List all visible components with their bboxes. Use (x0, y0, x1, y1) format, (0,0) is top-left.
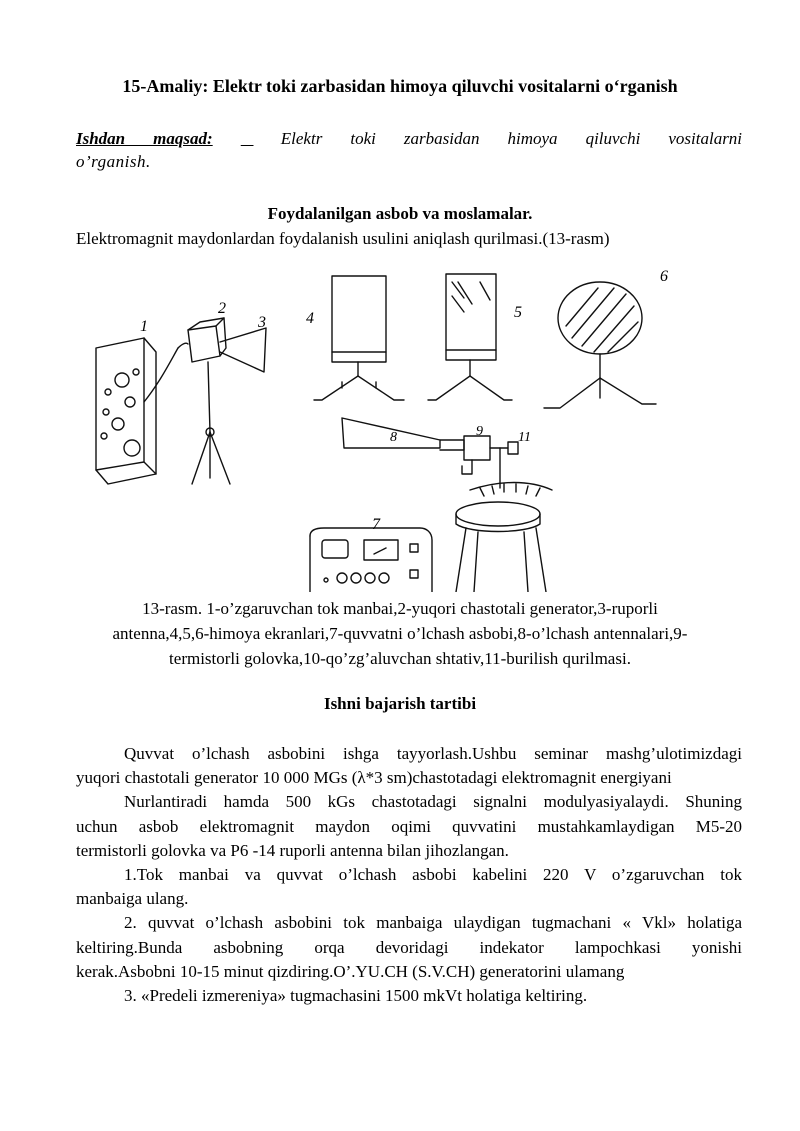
power-meter-drawing (310, 528, 432, 592)
text-line: manbaiga ulang. (76, 889, 189, 909)
shield-screen-5-drawing (428, 274, 512, 400)
figure-label-5: 5 (514, 304, 522, 321)
figure-label-9: 9 (476, 424, 483, 439)
caption-line: 13-rasm. 1-o’zgaruvchan tok manbai,2-yuqori chastotali generator,3-ruporli (142, 599, 658, 618)
goal-underline-space (241, 126, 253, 152)
text-line: kerak.Asbobni 10-15 minut qizdiring.O’.YU.CH (S.V.CH) generatorini ulamang (76, 961, 625, 981)
text-line: uchun asbob elektromagnit maydon oqimi quvvatini mustahkamlaydigan M5-20 (76, 816, 742, 836)
page-title: 15-Amaliy: Elektr toki zarbasidan himoya qiluvchi vositalarni o‘rganish (122, 76, 678, 96)
goal-label: Ishdan maqsad: (76, 129, 213, 148)
figure-label-8: 8 (390, 430, 397, 445)
figure-label-6: 6 (660, 268, 668, 285)
shield-screen-6-drawing (544, 282, 656, 408)
generator-drawing (178, 318, 266, 484)
text-line: 3. «Predeli izmereniya» tugmachasini 1500 mkVt holatiga keltiring. (124, 986, 588, 1006)
caption-line: termistorli golovka,10-qo’zg’aluvchan shtativ,11-burilish qurilmasi. (169, 649, 631, 668)
figure-label-4: 4 (306, 310, 314, 327)
figure-label-2: 2 (218, 300, 226, 317)
power-source-drawing (96, 338, 178, 484)
text-line: termistorli golovka va P6 -14 ruporli antenna bilan jihozlangan. (76, 840, 509, 860)
figure-label-1: 1 (140, 318, 148, 335)
equipment-line: Elektromagnit maydonlardan foydalanish usulini aniqlash qurilmasi.(13-rasm) (76, 229, 610, 248)
procedure-heading: Ishni bajarish tartibi (323, 694, 477, 713)
procedure-paragraph (76, 742, 742, 1008)
caption-line: antenna,4,5,6-himoya ekranlari,7-quvvatni o’lchash asbobi,8-o’lchash antennalari,9- (112, 624, 688, 643)
goal-text: Elektr toki zarbasidan himoya qiluvchi vositalarni (280, 129, 743, 148)
equipment-heading: Foydalanilgan asbob va moslamalar. (267, 204, 533, 223)
figure-caption (80, 596, 720, 671)
figure-label-11: 11 (518, 430, 531, 445)
text-line: Nurlantiradi hamda 500 kGs chastotadagi signalni modulyasiyalaydi. Shuning (124, 792, 742, 812)
text-line: 1.Tok manbai va quvvat o’lchash asbobi kabelini 220 V o’zgaruvchan tok (124, 865, 742, 885)
text-line: Quvvat o’lchash asbobini ishga tayyorlash.Ushbu seminar mashg’ulotimizdagi (124, 744, 742, 763)
text-line: 2. quvvat o’lchash asbobini tok manbaiga ulaydigan tugmachani « Vkl» holatiga (124, 913, 742, 933)
goal-line (76, 126, 742, 152)
goal-text-continued: o’rganish. (76, 152, 151, 171)
equipment-figure (60, 252, 740, 592)
figure-label-7: 7 (372, 516, 380, 533)
figure-label-3: 3 (258, 314, 266, 331)
text-line: keltiring.Bunda asbobning orqa devoridagi indekator lampochkasi yonishi (76, 937, 742, 957)
shield-screen-4-drawing (314, 276, 404, 400)
text-line: yuqori chastotali generator 10 000 MGs (λ*3 sm)chastotadagi elektromagnit energiyani (76, 768, 672, 788)
